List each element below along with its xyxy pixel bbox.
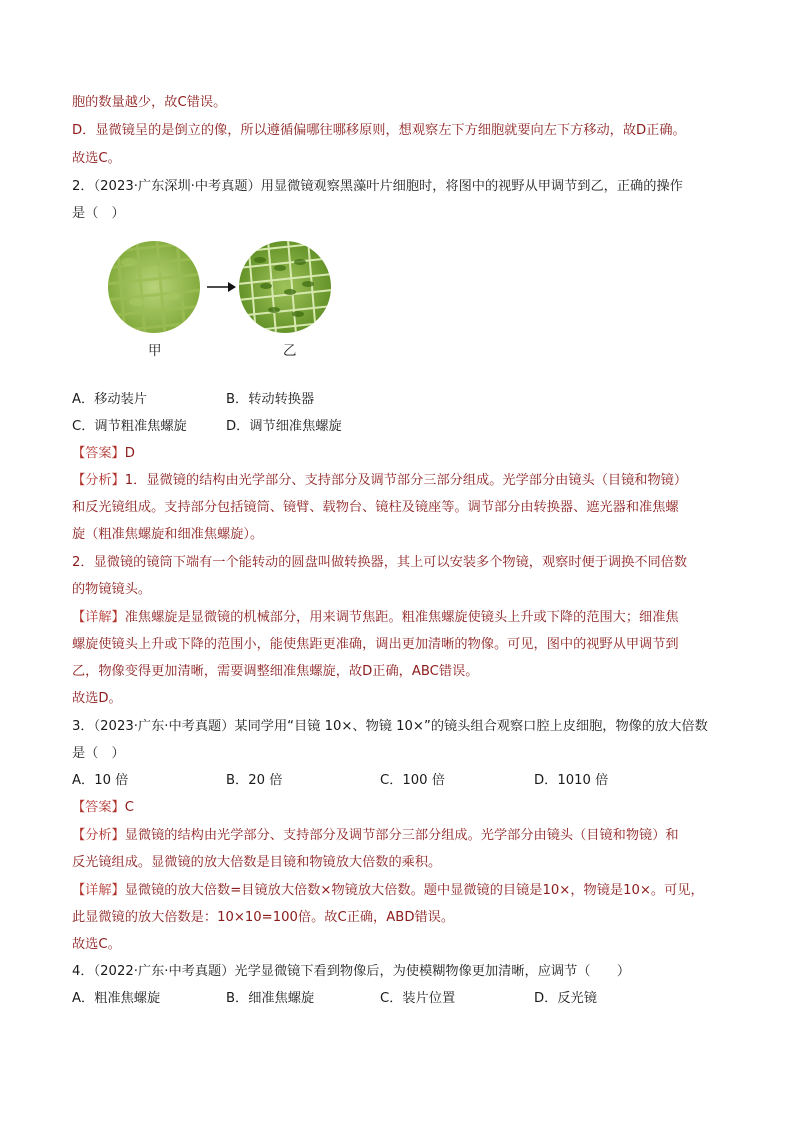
detail-tag: 【详解】 — [72, 883, 125, 898]
q2-analysis-line: 旋（粗准焦螺旋和细准焦螺旋）。 — [72, 527, 264, 542]
q3-detail-line: 【详解】显微镜的放大倍数=目镜放大倍数×物镜放大倍数。题中显微镜的目镜是10×，物镜是10×。可见， — [72, 883, 704, 898]
answer-value: D — [124, 446, 135, 461]
q2-option-c: C．调节粗准焦螺旋 — [72, 419, 187, 434]
prev-explanation-line: D．显微镜呈的是倒立的像，所以遵循偏哪往哪移原则，想观察左下方细胞就要向左下方移动，故D正确。 — [72, 123, 686, 138]
q3-option-a: A．10 倍 — [72, 773, 129, 788]
analysis-tag: 【分析】 — [72, 473, 125, 488]
q2-analysis-line: 的物镜镜头。 — [72, 582, 152, 597]
answer-value: C — [124, 800, 134, 815]
q2-detail-line: 乙，物像变得更加清晰，需要调整细准焦螺旋，故D正确，ABC错误。 — [72, 664, 479, 679]
microscope-view-yi — [238, 240, 332, 334]
q2-option-d: D．调节细准焦螺旋 — [226, 419, 342, 434]
q2-analysis-line: 2．显微镜的镜筒下端有一个能转动的圆盘叫做转换器，其上可以安装多个物镜，观察时便于调换不同倍数 — [72, 555, 688, 570]
figure-label-yi: 乙 — [283, 343, 297, 359]
q3-analysis-line: 【分析】显微镜的结构由光学部分、支持部分及调节部分三部分组成。光学部分由镜头（目镜和物镜）和 — [72, 828, 679, 843]
q2-analysis-line: 和反光镜组成。支持部分包括镜筒、镜臂、载物台、镜柱及镜座等。调节部分由转换器、遮光器和准焦螺 — [72, 500, 679, 515]
q2-answer — [72, 444, 135, 464]
q4-option-a: A．粗准焦螺旋 — [72, 991, 161, 1006]
q2-choose-line: 故选D。 — [72, 691, 122, 706]
q2-stem-cont: 是（ ） — [72, 206, 125, 221]
q3-detail-line: 此显微镜的放大倍数是：10×10=100倍。故C正确，ABD错误。 — [72, 910, 455, 925]
q4-option-d: D．反光镜 — [534, 991, 597, 1006]
answer-tag: 【答案】 — [72, 800, 125, 815]
q2-analysis-line: 【分析】1．显微镜的结构由光学部分、支持部分及调节部分三部分组成。光学部分由镜头（目镜和物镜） — [72, 473, 688, 488]
q2-detail-line: 【详解】准焦螺旋是显微镜的机械部分，用来调节焦距。粗准焦螺旋使镜头上升或下降的范围大；细准焦 — [72, 610, 679, 625]
q2-option-b: B．转动转换器 — [226, 392, 315, 407]
q3-stem: 3．（2023·广东·中考真题）某同学用“目镜 10×、物镜 10×”的镜头组合观察口腔上皮细胞，物像的放大倍数 — [72, 719, 708, 734]
q3-stem-cont: 是（ ） — [72, 746, 125, 761]
q2-stem: 2．（2023·广东深圳·中考真题）用显微镜观察黑藻叶片细胞时，将图中的视野从甲调节到乙，正确的操作 — [72, 179, 683, 194]
figure-label-jia: 甲 — [148, 343, 162, 359]
arrow-right-icon — [206, 280, 236, 298]
q3-answer — [72, 798, 134, 818]
q2-option-a: A．移动装片 — [72, 392, 147, 407]
prev-choose-line: 故选C。 — [72, 151, 121, 166]
detail-tag: 【详解】 — [72, 610, 125, 625]
q3-option-b: B．20 倍 — [226, 773, 283, 788]
q3-option-d: D．1010 倍 — [534, 773, 609, 788]
q4-option-c: C．装片位置 — [380, 991, 456, 1006]
answer-tag: 【答案】 — [72, 446, 125, 461]
q2-detail-line: 螺旋使镜头上升或下降的范围小，能使焦距更准确，调出更加清晰的物像。可见，图中的视野从甲调节到 — [72, 637, 679, 652]
prev-explanation-line: 胞的数量越少，故C错误。 — [72, 95, 227, 110]
q4-stem: 4．（2022·广东·中考真题）光学显微镜下看到物像后，为使模糊物像更加清晰，应调节（ ） — [72, 964, 631, 979]
q3-choose-line: 故选C。 — [72, 937, 121, 952]
q3-option-c: C．100 倍 — [380, 773, 445, 788]
microscope-view-jia — [107, 240, 201, 334]
q3-analysis-line: 反光镜组成。显微镜的放大倍数是目镜和物镜放大倍数的乘积。 — [72, 855, 442, 870]
analysis-tag: 【分析】 — [72, 828, 125, 843]
q4-option-b: B．细准焦螺旋 — [226, 991, 315, 1006]
